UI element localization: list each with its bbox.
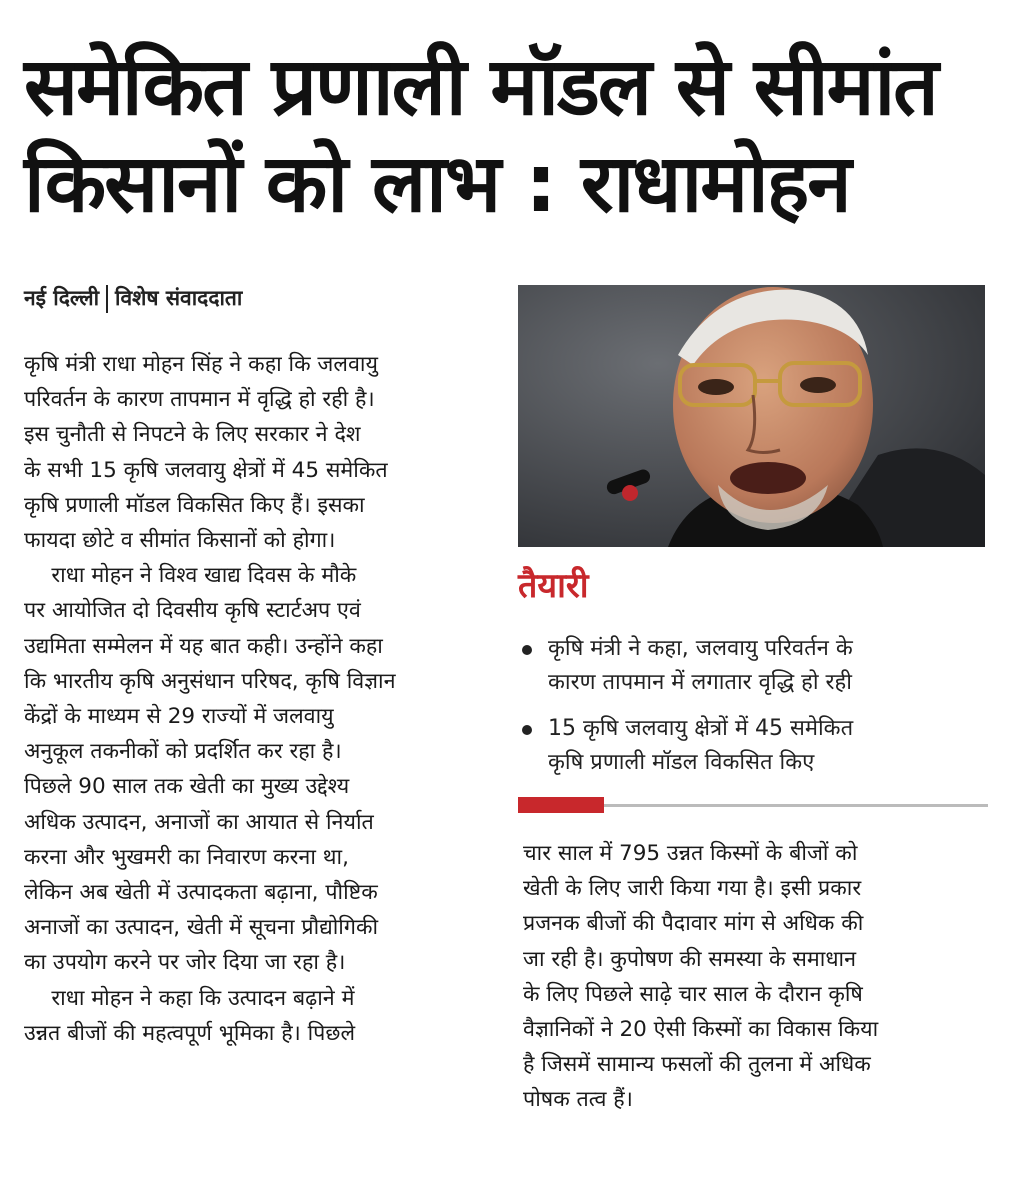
bullet-line: 15 कृषि जलवायु क्षेत्रों में 45 समेकित — [548, 716, 854, 741]
right-line: है जिसमें सामान्य फसलों की तुलना में अधिक — [523, 1052, 871, 1078]
right-line: प्रजनक बीजों की पैदावार मांग से अधिक की — [523, 911, 864, 937]
headline-line-1: समेकित प्रणाली मॉडल से सीमांत — [24, 40, 937, 133]
left-line: का उपयोग करने पर जोर दिया जा रहा है। — [24, 950, 346, 976]
left-line: इस चुनौती से निपटने के लिए सरकार ने देश — [24, 422, 361, 448]
right-line: वैज्ञानिकों ने 20 ऐसी किस्मों का विकास किया — [523, 1017, 879, 1043]
left-line: फायदा छोटे व सीमांत किसानों को होगा। — [24, 528, 336, 554]
bullet-dot-icon — [522, 645, 532, 655]
left-column — [24, 347, 486, 1051]
left-line: कृषि मंत्री राधा मोहन सिंह ने कहा कि जलवायु — [24, 352, 378, 377]
left-line: कि भारतीय कृषि अनुसंधान परिषद, कृषि विज्ञान — [24, 668, 396, 694]
bullet-line: कारण तापमान में लगातार वृद्धि हो रही — [548, 670, 852, 695]
headline-line-2: किसानों को लाभ : राधामोहन — [24, 137, 850, 230]
right-line: के लिए पिछले साढ़े चार साल के दौरान कृषि — [523, 981, 863, 1007]
left-line: उन्नत बीजों की महत्वपूर्ण भूमिका है। पिछले — [24, 1020, 356, 1046]
left-line: राधा मोहन ने कहा कि उत्पादन बढ़ाने में — [24, 985, 355, 1011]
sidebar-bullet — [518, 632, 988, 700]
left-line: कृषि प्रणाली मॉडल विकसित किए हैं। इसका — [24, 492, 365, 518]
bullet-line: कृषि मंत्री ने कहा, जलवायु परिवर्तन के — [548, 636, 853, 661]
left-line: केंद्रों के माध्यम से 29 राज्यों में जलवायु — [24, 704, 334, 730]
left-line: अनाजों का उत्पादन, खेती में सूचना प्रौद्योगिकी — [24, 915, 379, 941]
byline-place: नई दिल्ली — [24, 286, 100, 310]
right-line: चार साल में 795 उन्नत किस्मों के बीजों को — [523, 841, 858, 866]
left-line: राधा मोहन ने विश्व खाद्य दिवस के मौके — [24, 563, 357, 589]
left-line: उद्यमिता सम्मेलन में यह बात कही। उन्होंने कहा — [24, 633, 383, 659]
section-divider — [518, 804, 988, 807]
bullet-dot-icon — [522, 725, 532, 735]
portrait-photo — [518, 285, 985, 547]
sidebar-bullets — [518, 632, 988, 792]
byline — [24, 284, 242, 313]
sidebar-bullet — [518, 712, 988, 780]
portrait-photo-icon — [518, 285, 985, 547]
right-line: पोषक तत्व हैं। — [523, 1087, 633, 1113]
headline — [24, 38, 994, 232]
left-line: अनुकूल तकनीकों को प्रदर्शित कर रहा है। — [24, 739, 342, 765]
sidebar-label: तैयारी — [518, 566, 589, 606]
divider-accent — [518, 797, 604, 813]
left-line: के सभी 15 कृषि जलवायु क्षेत्रों में 45 समेकित — [24, 457, 388, 483]
bullet-line: कृषि प्रणाली मॉडल विकसित किए — [548, 750, 815, 775]
right-column — [523, 836, 975, 1118]
right-line: खेती के लिए जारी किया गया है। इसी प्रकार — [523, 876, 862, 902]
right-line: जा रही है। कुपोषण की समस्या के समाधान — [523, 946, 857, 972]
byline-author: विशेष संवाददाता — [115, 286, 243, 310]
left-line: परिवर्तन के कारण तापमान में वृद्धि हो रही है। — [24, 387, 375, 413]
left-line: लेकिन अब खेती में उत्पादकता बढ़ाना, पौष्टिक — [24, 880, 378, 906]
left-line: पिछले 90 साल तक खेती का मुख्य उद्देश्य — [24, 774, 350, 800]
left-line: पर आयोजित दो दिवसीय कृषि स्टार्टअप एवं — [24, 598, 361, 624]
byline-separator — [106, 285, 108, 313]
left-line: अधिक उत्पादन, अनाजों का आयात से निर्यात — [24, 809, 374, 835]
left-line: करना और भुखमरी का निवारण करना था, — [24, 844, 349, 870]
